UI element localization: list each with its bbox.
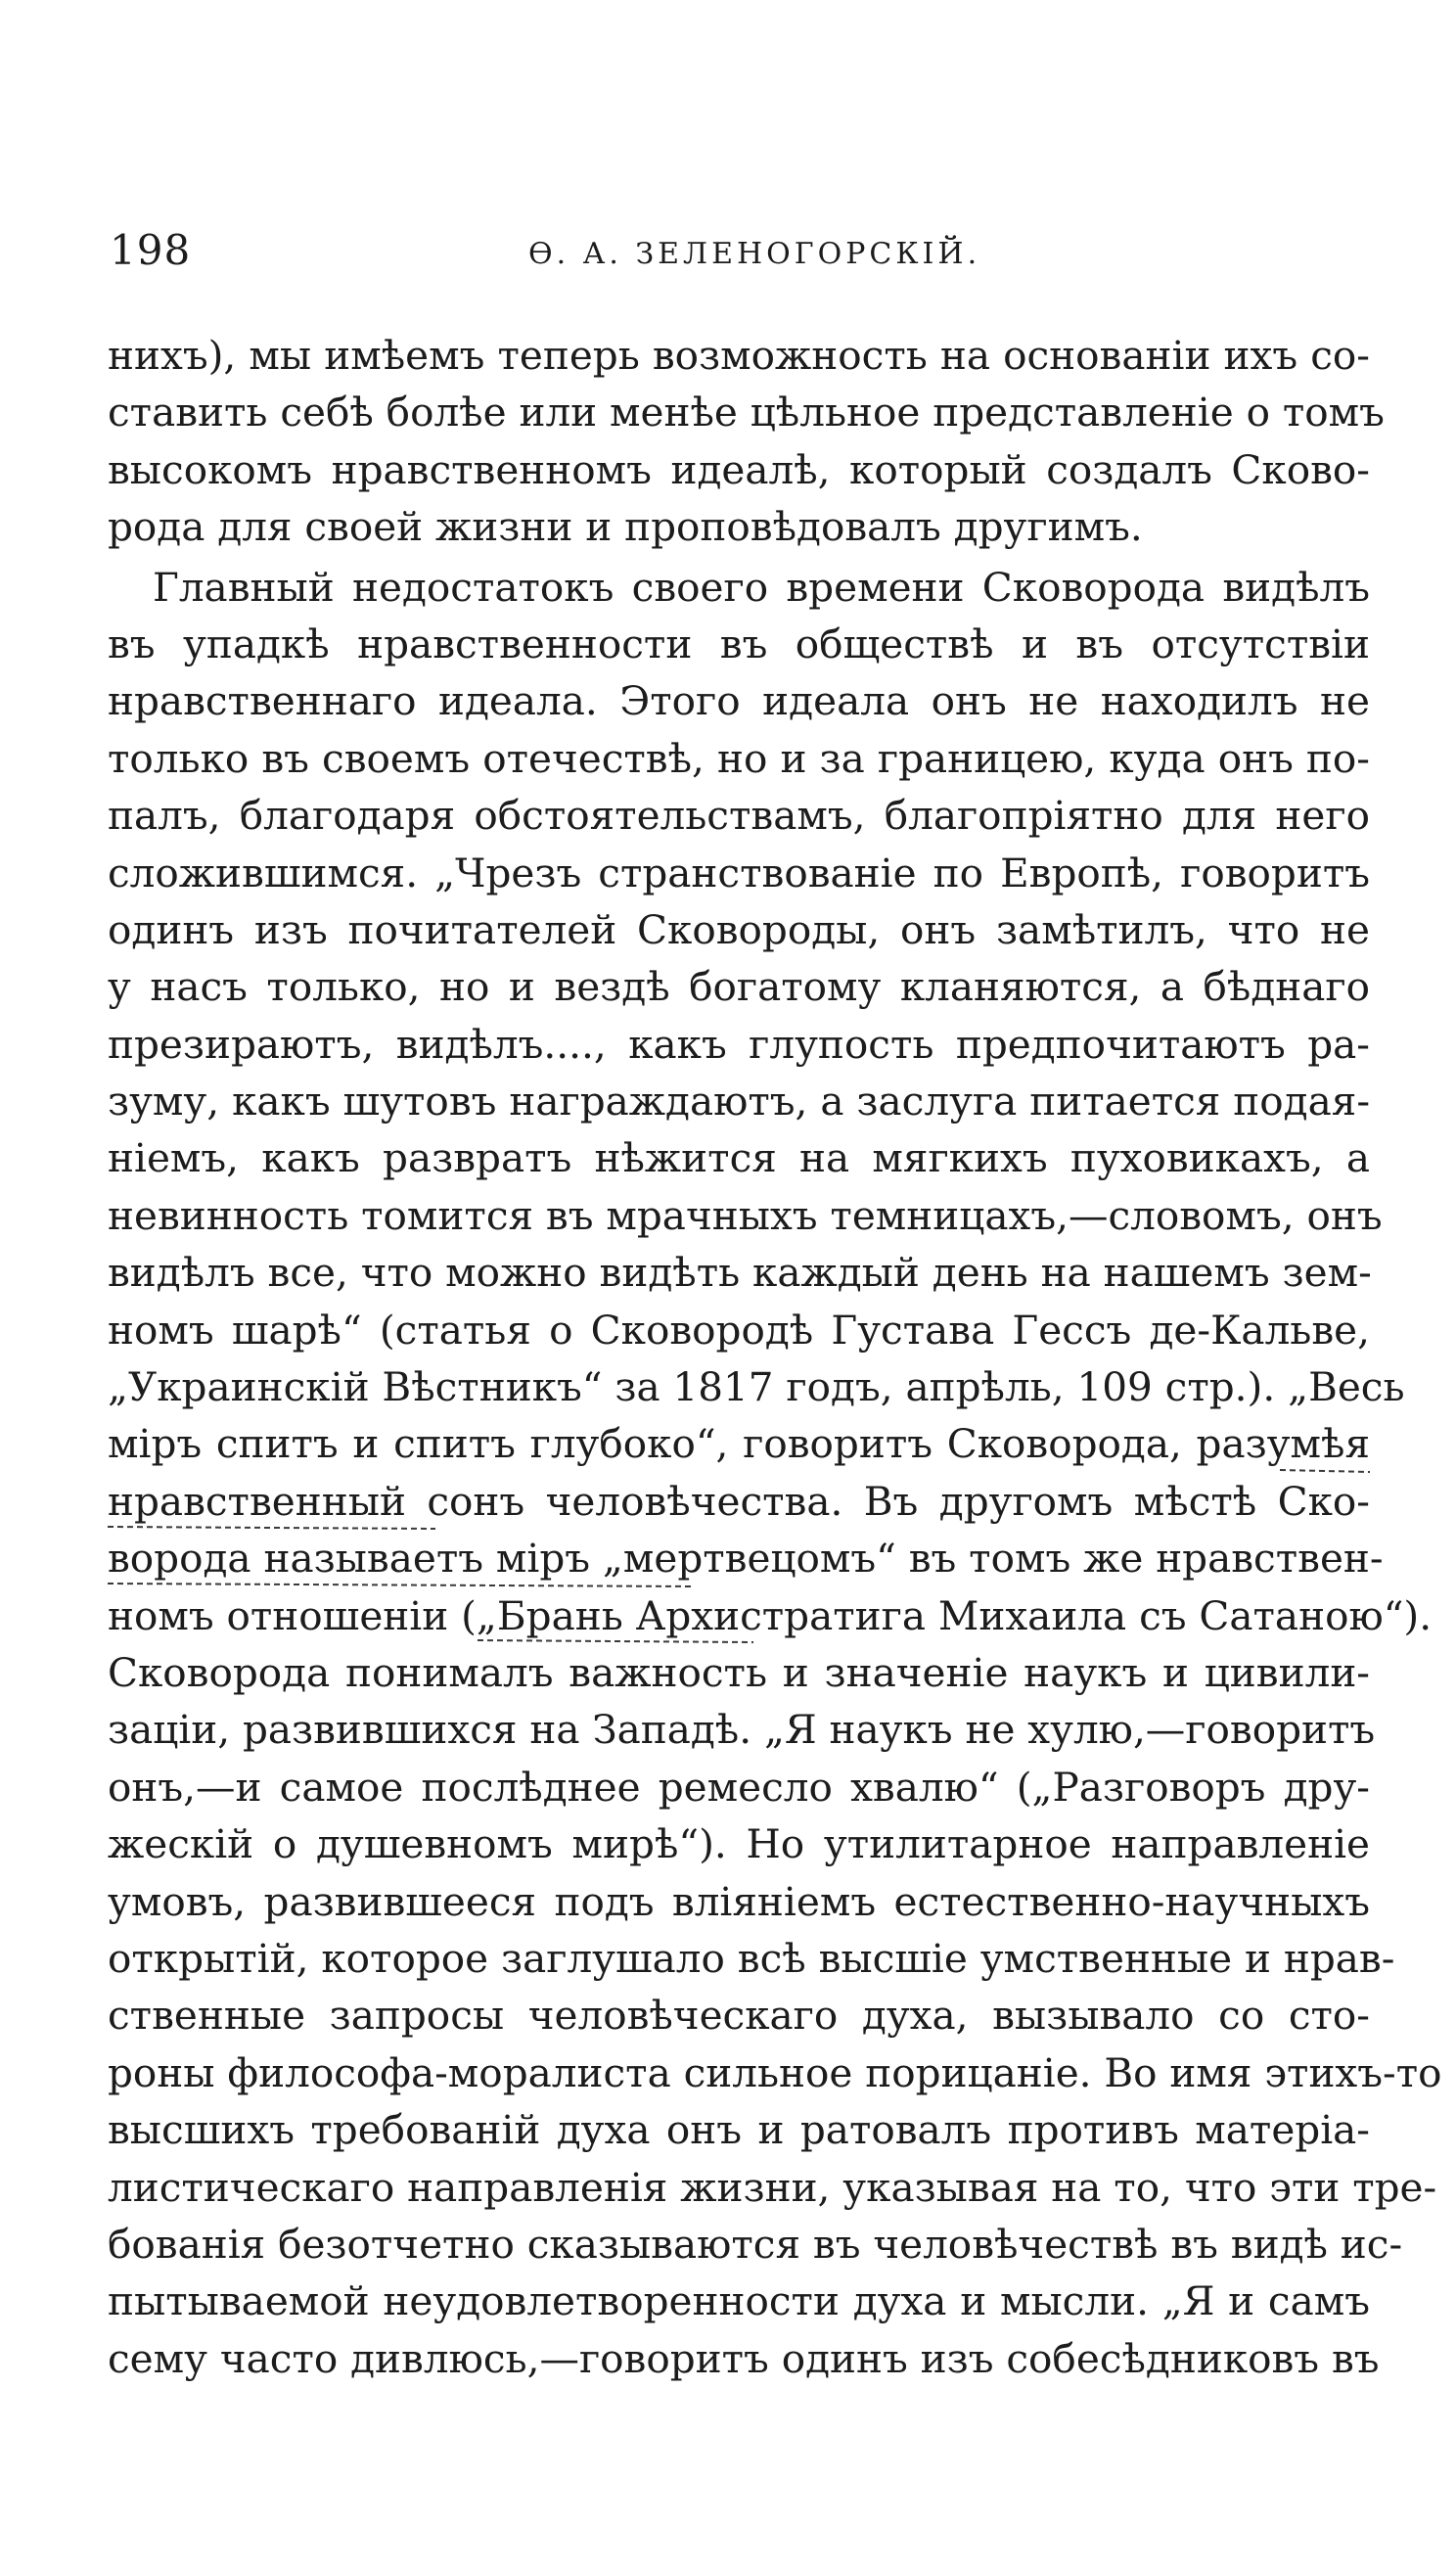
text-line: высокомъ нравственномъ идеалѣ, который создалъ Сково- [108,445,1370,493]
text-line: ственные запросы человѣческаго духа, вызывало со сто- [108,1992,1370,2040]
book-page [108,223,1442,2387]
text-line: видѣлъ все, что можно видѣть каждый день на нашемъ зем- [108,1249,1372,1297]
text-line: презираютъ, видѣлъ...., какъ глупость предпочитаютъ ра- [108,1020,1370,1068]
text-line: номъ шарѣ“ (статья о Сковородѣ Густава Гессъ де-Кальве, [108,1306,1370,1354]
text-line: высшихъ требованій духа онъ и ратовалъ противъ матеріа- [108,2106,1370,2154]
running-head: Ѳ. А. ЗЕЛЕНОГОРСКІЙ. [528,237,981,271]
text-line: ворода называетъ міръ „мертвецомъ“ въ томъ же нравствен- [108,1535,1384,1583]
text-line: только въ своемъ отечествѣ, но и за границею, куда онъ по- [108,734,1370,782]
text-line: рода для своей жизни и проповѣдовалъ другимъ. [108,503,1143,551]
text-line: одинъ изъ почитателей Сковороды, онъ замѣтилъ, что не [108,905,1370,953]
text-line: пытываемой неудовлетворенности духа и мысли. „Я и самъ [108,2277,1370,2325]
page-number: 198 [110,226,192,274]
page-header [108,223,1370,278]
body-text [108,327,1442,2387]
text-line: сложившимся. „Чрезъ странствованіе по Европѣ, говоритъ [108,849,1370,896]
text-line: сему часто дивлюсь,—говоритъ одинъ изъ собесѣдниковъ въ [108,2334,1380,2382]
text-line: онъ,—и самое послѣднее ремесло хвалю“ („Разговоръ дру- [108,1763,1370,1811]
text-line: жескій о душевномъ мирѣ“). Но утилитарное направленіе [108,1820,1370,1868]
text-line: ставить себѣ болѣе или менѣе цѣльное представленіе о томъ [108,389,1385,436]
text-line: палъ, благодаря обстоятельствамъ, благопріятно для него [108,792,1370,840]
text-line: міръ спитъ и спитъ глубоко“, говоритъ Сковорода, разумѣя [108,1420,1370,1468]
text-line: умовъ, развившееся подъ вліяніемъ естественно-научныхъ [108,1877,1370,1925]
text-line: листическаго направленія жизни, указывая на то, что эти тре- [108,2163,1437,2211]
text-line: Сковорода понималъ важность и значеніе наукъ и цивили- [108,1648,1370,1696]
text-line: Главный недостатокъ своего времени Сковорода видѣлъ [153,563,1370,611]
text-line: невинность томится въ мрачныхъ темницахъ,—словомъ, онъ [108,1191,1383,1239]
paragraph [108,327,1385,556]
text-line: открытій, которое заглушало всѣ высшіе умственные и нрав- [108,1934,1395,1982]
text-line: у насъ только, но и вездѣ богатому кланяются, а бѣднаго [108,963,1370,1011]
text-line: бованія безотчетно сказываются въ человѣчествѣ въ видѣ ис- [108,2220,1403,2268]
text-line: „Украинскій Вѣстникъ“ за 1817 годъ, апрѣль, 109 стр.). „Весь [108,1363,1405,1411]
text-line: зуму, какъ шутовъ награждаютъ, а заслуга питается подая- [108,1078,1370,1125]
text-line: ніемъ, какъ развратъ нѣжится на мягкихъ пуховикахъ, а [108,1134,1370,1182]
text-line: номъ отношеніи („Брань Архистратига Михаила съ Сатаною“). [108,1591,1433,1639]
text-line: роны философа-моралиста сильное порицаніе. Во имя этихъ-то [108,2048,1442,2096]
text-line: заціи, развившихся на Западѣ. „Я наукъ не хулю,—говоритъ [108,1706,1376,1754]
text-line: нихъ), мы имѣемъ теперь возможность на основаніи ихъ со- [108,332,1370,379]
paragraph [108,559,1442,2388]
text-line: въ упадкѣ нравственности въ обществѣ и въ отсутствіи [108,620,1370,667]
text-line: нравственнаго идеала. Этого идеала онъ не находилъ не [108,677,1370,725]
text-line: нравственный сонъ человѣчества. Въ другомъ мѣстѣ Ско- [108,1477,1370,1525]
